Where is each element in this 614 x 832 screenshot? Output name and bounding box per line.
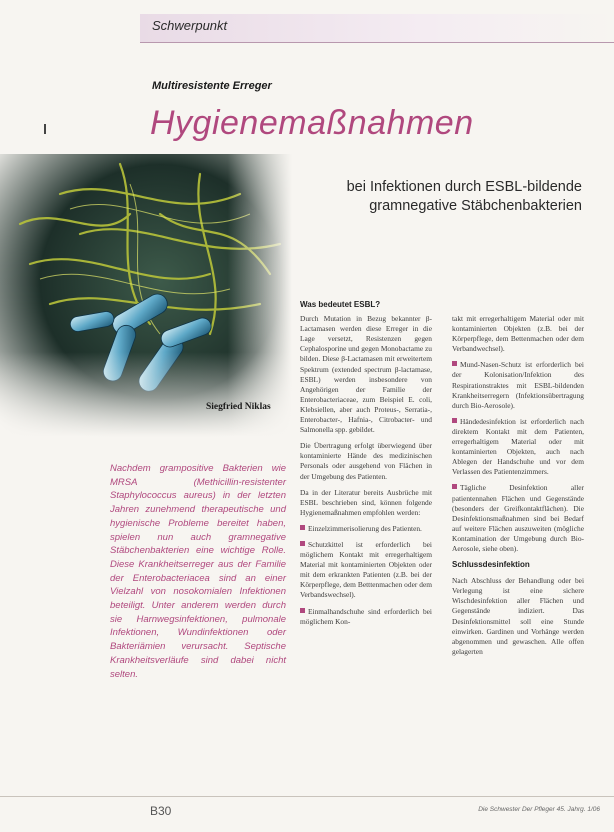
author-name: Siegfried Niklas bbox=[206, 402, 271, 412]
journal-citation: Die Schwester Der Pfleger 45. Jahrg. 1/06 bbox=[478, 806, 600, 813]
article-title: Hygienemaßnahmen bbox=[150, 104, 474, 142]
bacteria-illustration bbox=[0, 154, 292, 437]
bullet-square-icon bbox=[300, 608, 305, 613]
section-label: Schwerpunkt bbox=[152, 18, 228, 33]
column-subheading: Schlussdesinfektion bbox=[452, 560, 530, 570]
bullet-square-icon bbox=[452, 484, 457, 489]
bullet-item: Einzelzimmerisolierung des Patienten. bbox=[300, 524, 432, 534]
bacteria-micrograph bbox=[0, 154, 292, 437]
bullet-square-icon bbox=[452, 418, 457, 423]
bullet-square-icon bbox=[300, 541, 305, 546]
article-kicker: Multiresistente Erreger bbox=[152, 80, 272, 92]
section-band-rule bbox=[140, 42, 614, 43]
bullet-item: Händedesinfektion ist erforderlich nach direktem Kontakt mit dem Patienten, erregerhaltigem Material oder mit kontaminierten Objekten, auch nach Ablegen der Handschuhe und vor dem Verlassen des Patientenzimmers. bbox=[452, 416, 584, 477]
bullet-square-icon bbox=[300, 525, 305, 530]
body-paragraph: takt mit erregerhaltigem Material oder mit kontaminierten Objekten (z.B. bei der Körperpflege, dem Bettenmachen oder dem Verbandwechsel). bbox=[452, 314, 584, 354]
body-paragraph: Nach Abschluss der Behandlung oder bei Verlegung ist eine sichere Wischdesinfektion aller Flächen und Gegenstände indiziert. Das Desinfektionsmittel soll eine Stunde einwirken. Gardinen und Vorhänge werden abgenommen und gewaschen. Alle offen gelagerten bbox=[452, 576, 584, 656]
bullet-item: Mund-Nasen-Schutz ist erforderlich bei der Kolonisation/Infektion des Respirationstraktes mit ESBL-bildenden Krankheitserregern (Infektionsübertragung durch Bio-Aerosole). bbox=[452, 360, 584, 410]
bullet-item: Tägliche Desinfektion aller patientennahen Flächen und Gegenstände (besonders der Greifkontaktflächen). Die Desinfektionsmaßnahmen sind bei Bedarf auf weitere Flächen auszuweiten (mögliche Kontamination der Umgebung durch Bio-Aerosole, siehe oben). bbox=[452, 483, 584, 553]
page-number: B30 bbox=[150, 804, 172, 818]
column-heading: Was bedeutet ESBL? bbox=[300, 300, 381, 309]
margin-mark bbox=[44, 124, 46, 134]
text-column-1 bbox=[300, 300, 432, 633]
article-subtitle: bei Infektionen durch ESBL-bildende gramnegative Stäbchenbakterien bbox=[346, 179, 582, 214]
intro-paragraph: Nachdem grampositive Bakterien wie MRSA (Methicillin-resistenter Staphylococcus aureus) in der letzten Jahren zunehmend therapeutische und hygienische Probleme bereitet haben, spielen nun auch gramnegative Stäbchenbakterien eine wichtige Rolle. Diese Krankheitserreger aus der Familie der Enterobacteriacea sind an einer Vielzahl von nosokomialen Infektionen beteiligt. Unter anderem werden durch sie Harnwegsinfektionen, pulmonale Infektionen, Wundinfektionen oder Bakteriämien verursacht. Septische Krankheitsverläufe sind dabei nicht selten. bbox=[110, 463, 286, 680]
bullet-item: Schutzkittel ist erforderlich bei möglichem Kontakt mit erregerhaltigem Material mit kontaminierten Objekten oder mit dem erkrankten Patienten (z.B. bei der Körperpflege, dem Betttenmachen oder dem Verbandswechsel). bbox=[300, 539, 432, 600]
bullet-square-icon bbox=[452, 361, 457, 366]
body-paragraph: Die Übertragung erfolgt überwiegend über kontaminierte Hände des medizinischen Personals oder ausgehend von Flächen in der Umgebung des Patienten. bbox=[300, 441, 432, 481]
text-column-2 bbox=[452, 314, 584, 663]
body-paragraph: Durch Mutation in Bezug bekannter β-Lactamasen werden diese Erreger in die Lage versetzt, Resistenzen gegen Cephalosporine und gegen Monobactame zu bilden. Diese β-Lactamasen mit erweitertem Spektrum (extended spectrum β-lactamase, ESBL) werden insbesondere von Angehörigen der Familie der Enterobacteriaceae, zum Beispiel E. coli, Klebsiellen, aber auch Proteus-, Serratia-, Enterobacter-, Hafnia-, Citrobacter- und Salmonella spp. gebildet. bbox=[300, 314, 432, 435]
body-paragraph: Da in der Literatur bereits Ausbrüche mit ESBL beschrieben sind, können folgende Hygienemaßnahmen empfohlen werden: bbox=[300, 487, 432, 517]
bullet-item: Einmalhandschuhe sind erforderlich bei möglichem Kon- bbox=[300, 606, 432, 626]
footer-rule bbox=[0, 796, 614, 797]
